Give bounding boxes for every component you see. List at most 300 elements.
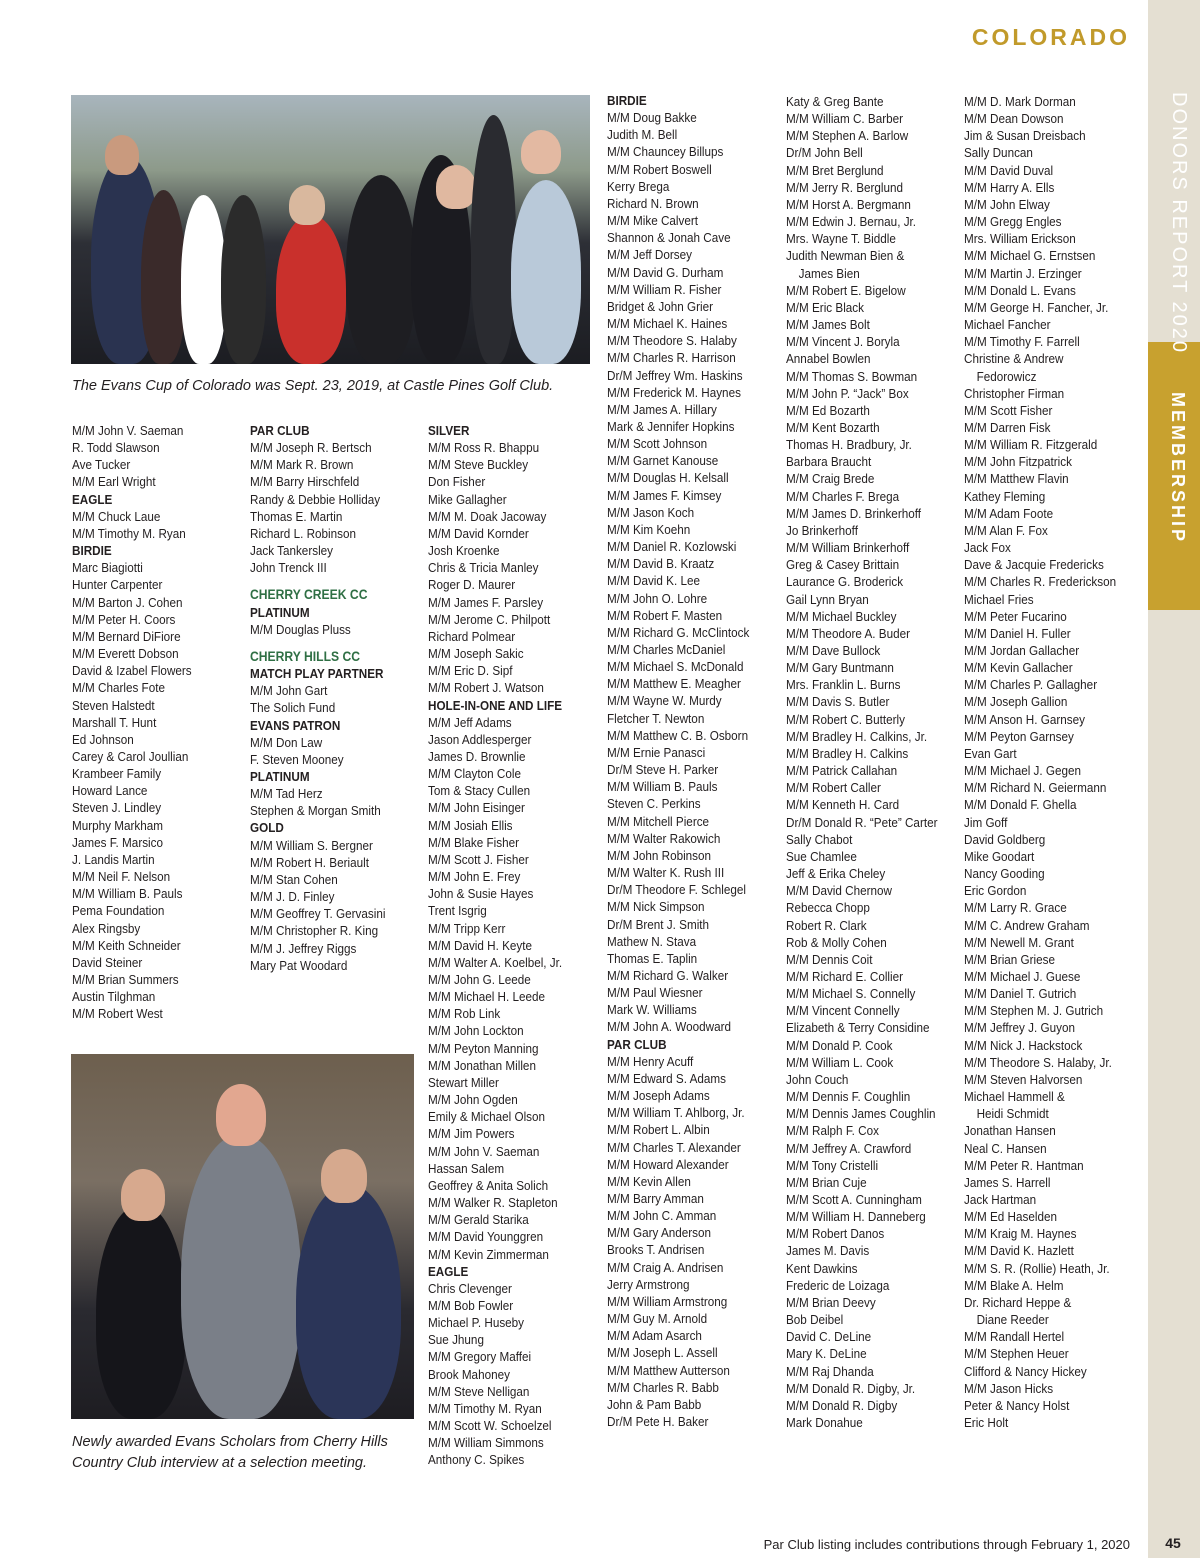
donor-name: M/M Geoffrey T. Gervasini	[250, 906, 386, 922]
donor-name: M/M Michael Buckley	[786, 608, 897, 624]
donor-name: M/M Frederick M. Haynes	[607, 384, 741, 400]
donor-name: M/M Kraig M. Haynes	[964, 1226, 1077, 1242]
donor-name: Mrs. Wayne T. Biddle	[786, 231, 896, 247]
donor-name: Stephen & Morgan Smith	[250, 803, 381, 819]
donor-name: M/M Michael K. Haines	[607, 316, 728, 332]
state-heading: COLORADO	[971, 24, 1130, 50]
giving-level-heading: PAR CLUB	[607, 1036, 667, 1052]
donor-name: Judith M. Bell	[607, 127, 678, 143]
donor-name: M/M Doug Bakke	[607, 110, 697, 126]
donor-name: M/M S. R. (Rollie) Heath, Jr.	[964, 1260, 1110, 1276]
donor-name: M/M James A. Hillary	[607, 401, 717, 417]
donor-name: M/M Gary Buntmann	[786, 660, 894, 676]
donor-name: M/M Newell M. Grant	[964, 934, 1074, 950]
donor-column-1	[72, 422, 250, 1022]
donor-name: M/M Jeffrey J. Guyon	[964, 1020, 1075, 1036]
donor-name: Mark W. Williams	[607, 1002, 697, 1018]
donor-name: M/M Jason Hicks	[964, 1380, 1054, 1396]
donor-name: Christopher Firman	[964, 385, 1065, 401]
donor-name: M/M Walter K. Rush III	[607, 865, 725, 881]
donor-name: M/M David Younggren	[428, 1229, 544, 1245]
donor-name: Dr/M Donald R. “Pete” Carter	[786, 814, 938, 830]
donor-name: M/M Matthew Autterson	[607, 1362, 730, 1378]
donor-name: Roger D. Maurer	[428, 577, 516, 593]
donor-name: M/M Scott Johnson	[607, 436, 708, 452]
donor-name: Diane Reeder	[976, 1312, 1049, 1328]
donor-name: Steven Halstedt	[72, 697, 155, 713]
donor-name: Michael Fancher	[964, 317, 1051, 333]
donor-name: Jonathan Hansen	[964, 1123, 1056, 1139]
donor-name: M/M John Robinson	[607, 847, 712, 863]
donor-name: Bridget & John Grier	[607, 298, 714, 314]
donor-name: Mrs. Franklin L. Burns	[786, 677, 901, 693]
giving-level-heading: BIRDIE	[607, 93, 647, 108]
giving-level-heading: BIRDIE	[72, 543, 112, 559]
donor-name: M/M Donald R. Digby	[786, 1397, 898, 1413]
donor-name: M/M James D. Brinkerhoff	[786, 505, 922, 521]
donor-name: Dr/M Pete H. Baker	[607, 1414, 709, 1430]
donor-name: Jason Addlesperger	[428, 731, 532, 747]
giving-level-heading: EAGLE	[428, 1263, 469, 1279]
donor-name: M/M Jordan Gallacher	[964, 643, 1080, 658]
donor-name: M/M David K. Hazlett	[964, 1243, 1074, 1259]
donor-name: M/M Steve Nelligan	[428, 1383, 530, 1399]
donor-name: M/M Nick J. Hackstock	[964, 1037, 1083, 1053]
donor-name: M/M David Duval	[964, 162, 1054, 178]
donor-name: M/M C. Andrew Graham	[964, 917, 1090, 933]
donor-name: M/M Paul Wiesner	[607, 985, 703, 1001]
donor-name: M/M Thomas S. Bowman	[786, 368, 918, 384]
donor-name: M/M Christopher R. King	[250, 923, 379, 939]
donor-name: Clifford & Nancy Hickey	[964, 1363, 1087, 1379]
donor-name: M/M Eric Black	[786, 299, 865, 315]
donor-name: M/M Darren Fisk	[964, 419, 1051, 435]
donor-name: Richard N. Brown	[607, 195, 699, 211]
donor-name: M/M Adam Asarch	[607, 1328, 702, 1344]
donor-name: M/M Ed Bozarth	[786, 402, 870, 418]
donor-name: M/M Gregory Maffei	[428, 1349, 532, 1365]
donor-name: M/M John C. Amman	[607, 1208, 717, 1224]
donor-name: M/M Donald P. Cook	[786, 1037, 893, 1053]
donor-name: M/M Bernard DiFiore	[72, 628, 181, 644]
donor-name: Pema Foundation	[72, 903, 165, 919]
donor-name: M/M Bob Fowler	[428, 1297, 514, 1313]
donor-name: M/M Barton J. Cohen	[72, 594, 183, 610]
donor-name: M/M Joseph Sakic	[428, 646, 524, 662]
donor-name: Barbara Braucht	[786, 454, 872, 470]
donor-name: Hassan Salem	[428, 1160, 505, 1176]
donor-name: Ave Tucker	[72, 457, 131, 473]
donor-name: M/M Bradley H. Calkins, Jr.	[786, 728, 928, 744]
donor-name: M/M Brian Summers	[72, 972, 179, 987]
donor-name: M/M Robert H. Beriault	[250, 854, 369, 870]
donor-name: Kerry Brega	[607, 178, 670, 194]
donor-name: M/M Earl Wright	[72, 474, 156, 490]
donor-name: James S. Harrell	[964, 1174, 1051, 1190]
giving-level-heading: GOLD	[250, 820, 284, 836]
donor-name: Sue Chamlee	[786, 848, 857, 864]
donor-name: M/M Scott J. Fisher	[428, 851, 529, 867]
donor-name: M/M Barry Amman	[607, 1191, 704, 1206]
donor-column-4	[607, 92, 785, 1430]
donor-name: Trent Isgrig	[428, 903, 487, 919]
donor-name: M/M Blake A. Helm	[964, 1277, 1064, 1293]
donor-name: M/M Vincent Connelly	[786, 1003, 900, 1019]
donor-name: M/M Brian Griese	[964, 951, 1056, 967]
donor-name: David Steiner	[72, 954, 143, 970]
donor-name: Jack Hartman	[964, 1192, 1037, 1207]
donor-name: M/M Robert Caller	[786, 780, 881, 796]
donor-name: M/M Richard G. Walker	[607, 967, 729, 983]
donor-name: M/M Walter A. Koelbel, Jr.	[428, 954, 563, 970]
donor-name: M/M James Bolt	[786, 317, 870, 333]
donor-name: M/M John E. Frey	[428, 869, 521, 885]
donor-name: M/M J. Jeffrey Riggs	[250, 940, 357, 956]
donor-name: M/M George H. Fancher, Jr.	[964, 299, 1109, 315]
donor-name: M/M Mitchell Pierce	[607, 813, 710, 829]
donor-name: M/M Everett Dobson	[72, 646, 179, 662]
donor-name: M/M William C. Barber	[786, 111, 904, 127]
donor-name: M/M Scott W. Schoelzel	[428, 1418, 552, 1434]
donor-name: Anthony C. Spikes	[428, 1452, 525, 1468]
donor-name: Howard Lance	[72, 783, 148, 799]
donor-name: M/M John V. Saeman	[428, 1143, 540, 1159]
donor-name: M/M John Ogden	[428, 1092, 518, 1108]
donor-name: M/M Charles R. Harrison	[607, 350, 736, 366]
donor-name: M/M Robert J. Watson	[428, 680, 544, 696]
donor-name: Shannon & Jonah Cave	[607, 230, 731, 246]
donor-name: M/M Davis S. Butler	[786, 694, 890, 710]
donor-name: M/M Jim Powers	[428, 1126, 515, 1142]
donor-name: Thomas H. Bradbury, Jr.	[786, 437, 912, 453]
donor-name: Michael Fries	[964, 591, 1034, 607]
donor-name: Kathey Fleming	[964, 488, 1046, 504]
donor-column-2	[250, 422, 428, 974]
donor-name: M/M Timothy F. Farrell	[964, 334, 1080, 350]
donor-name: Steven J. Lindley	[72, 800, 162, 816]
donor-name: Evan Gart	[964, 745, 1017, 761]
donor-name: Thomas E. Martin	[250, 508, 343, 524]
donor-name: M/M Michael J. Gegen	[964, 763, 1082, 779]
donor-name: Carey & Carol Joullian	[72, 748, 189, 764]
donor-name: Chris & Tricia Manley	[428, 560, 539, 576]
donor-name: M/M Clayton Cole	[428, 766, 521, 782]
donor-name: M/M William R. Fisher	[607, 281, 722, 297]
donor-name: The Solich Fund	[250, 700, 336, 716]
donor-name: Katy & Greg Bante	[786, 94, 884, 109]
donor-name: Brook Mahoney	[428, 1366, 510, 1382]
donor-name: M/M Joseph Adams	[607, 1088, 710, 1104]
donor-name: Emily & Michael Olson	[428, 1109, 546, 1125]
donor-name: M/M Michael S. Connelly	[786, 986, 916, 1002]
donor-name: Greg & Casey Brittain	[786, 557, 900, 573]
donor-name: M/M Daniel T. Gutrich	[964, 986, 1077, 1002]
donor-name: M/M Bret Berglund	[786, 162, 884, 178]
donor-name: Dave & Jacquie Fredericks	[964, 557, 1104, 573]
donor-name: Peter & Nancy Holst	[964, 1397, 1070, 1413]
giving-level-heading: PLATINUM	[250, 604, 310, 620]
donor-name: M/M Nick Simpson	[607, 899, 705, 915]
donor-name: M/M Dave Bullock	[786, 643, 881, 658]
donor-name: Jeff & Erika Cheley	[786, 866, 886, 882]
donor-name: M/M William B. Pauls	[607, 779, 718, 795]
cherry-hills-scholars-photo	[71, 1054, 414, 1419]
donor-name: M/M Jason Koch	[607, 504, 695, 520]
donor-name: M/M Peter H. Coors	[72, 611, 176, 627]
donor-name: M/M Blake Fisher	[428, 834, 520, 850]
donor-name: M/M John Elway	[964, 196, 1050, 212]
donor-name: M/M Vincent J. Boryla	[786, 334, 900, 350]
donor-name: Dr/M Theodore F. Schlegel	[607, 882, 746, 898]
donor-name: M/M Charles McDaniel	[607, 642, 726, 657]
donor-name: Mark Donahue	[786, 1415, 863, 1431]
donor-name: M/M William Simmons	[428, 1435, 544, 1451]
donor-name: Marc Biagiotti	[72, 560, 143, 576]
donor-name: John Trenck III	[250, 560, 327, 576]
donor-name: M/M Timothy M. Ryan	[72, 525, 186, 541]
donor-name: F. Steven Mooney	[250, 751, 344, 767]
donor-name: M/M Tripp Kerr	[428, 920, 506, 936]
donor-name: Jack Tankersley	[250, 543, 334, 559]
donor-name: M/M Robert C. Butterly	[786, 711, 905, 727]
donor-name: Mark & Jennifer Hopkins	[607, 418, 735, 434]
donor-name: Fedorowicz	[976, 368, 1037, 384]
donor-name: M/M Mark R. Brown	[250, 457, 354, 473]
donor-name: M/M Robert E. Bigelow	[786, 282, 906, 298]
donor-name: M/M John Fitzpatrick	[964, 454, 1072, 470]
donor-name: M/M Tad Herz	[250, 786, 323, 802]
donor-name: Brooks T. Andrisen	[607, 1242, 705, 1258]
donor-name: M/M Peyton Manning	[428, 1040, 539, 1056]
donor-name: M/M Harry A. Ells	[964, 179, 1055, 195]
donor-name: Thomas E. Taplin	[607, 950, 698, 966]
donor-name: M/M M. Doak Jacoway	[428, 508, 547, 524]
donor-name: M/M Theodore S. Halaby, Jr.	[964, 1054, 1112, 1070]
donor-name: Judith Newman Bien &	[786, 248, 905, 264]
donor-name: M/M Peter R. Hantman	[964, 1157, 1084, 1173]
donor-name: Steven C. Perkins	[607, 796, 701, 812]
donor-name: M/M Stephen M. J. Gutrich	[964, 1003, 1104, 1019]
donor-name: M/M Kevin Allen	[607, 1173, 691, 1189]
donor-column-5	[786, 93, 964, 1431]
membership-section-label: MEMBERSHIP	[1168, 392, 1188, 545]
donor-name: M/M Randall Hertel	[964, 1329, 1065, 1345]
donor-name: M/M Craig A. Andrisen	[607, 1259, 724, 1275]
donor-name: Jerry Armstrong	[607, 1276, 690, 1292]
donor-name: M/M Kevin Zimmerman	[428, 1246, 549, 1262]
donor-name: Kent Dawkins	[786, 1260, 858, 1276]
donor-name: Laurance G. Broderick	[786, 574, 904, 590]
donor-name: M/M Barry Hirschfeld	[250, 474, 360, 490]
donor-name: M/M Donald F. Ghella	[964, 797, 1077, 813]
donor-name: John & Susie Hayes	[428, 886, 534, 902]
donor-name: John Couch	[786, 1071, 849, 1087]
donor-name: Geoffrey & Anita Solich	[428, 1177, 549, 1193]
donor-name: David C. DeLine	[786, 1329, 872, 1345]
donor-name: Krambeer Family	[72, 766, 162, 782]
donor-name: Eric Gordon	[964, 883, 1027, 899]
donor-name: M/M Dennis Coit	[786, 951, 873, 967]
donor-name: M/M Stephen Heuer	[964, 1346, 1069, 1362]
sidebar-bottom-band	[1148, 610, 1200, 1558]
donor-name: M/M Scott Fisher	[964, 402, 1053, 418]
donor-name: M/M Walker R. Stapleton	[428, 1195, 558, 1211]
donor-name: M/M Michael J. Guese	[964, 968, 1081, 984]
donor-name: M/M Timothy M. Ryan	[428, 1400, 542, 1416]
donor-name: Sally Duncan	[964, 145, 1033, 161]
donor-column-3	[428, 422, 606, 1469]
photo2-caption: Newly awarded Evans Scholars from Cherry Hills Country Club interview at a selection meeting.	[72, 1434, 388, 1471]
donor-name: Marshall T. Hunt	[72, 714, 157, 730]
giving-level-heading: EAGLE	[72, 491, 113, 507]
donor-name: M/M John G. Leede	[428, 972, 531, 987]
donor-name: M/M William H. Danneberg	[786, 1209, 926, 1225]
donor-name: Annabel Bowlen	[786, 351, 871, 367]
donor-name: Sally Chabot	[786, 831, 853, 847]
donor-name: Dr/M Brent J. Smith	[607, 916, 710, 932]
giving-level-heading: PLATINUM	[250, 768, 310, 784]
donor-name: J. Landis Martin	[72, 851, 155, 867]
donor-name: M/M Wayne W. Murdy	[607, 693, 722, 709]
donor-name: Bob Deibel	[786, 1312, 844, 1328]
donor-name: M/M J. D. Finley	[250, 889, 335, 905]
donor-name: Dr/M Steve H. Parker	[607, 762, 719, 778]
donor-name: Gail Lynn Bryan	[786, 591, 869, 607]
donor-name: M/M Jeffrey A. Crawford	[786, 1140, 912, 1156]
donor-name: Christine & Andrew	[964, 351, 1064, 367]
donor-name: Robert R. Clark	[786, 917, 867, 933]
donor-name: M/M Richard E. Collier	[786, 968, 904, 984]
donor-name: Josh Kroenke	[428, 543, 500, 559]
donor-name: M/M Howard Alexander	[607, 1156, 729, 1172]
donor-name: M/M Matthew C. B. Osborn	[607, 727, 749, 743]
donor-name: M/M Douglas H. Kelsall	[607, 470, 729, 486]
donor-name: Elizabeth & Terry Considine	[786, 1020, 930, 1036]
donor-name: David Goldberg	[964, 831, 1046, 847]
donor-name: M/M Jerry R. Berglund	[786, 179, 904, 195]
donor-name: M/M Neil F. Nelson	[72, 869, 171, 885]
donor-name: M/M D. Mark Dorman	[964, 94, 1076, 109]
donor-column-6	[964, 93, 1142, 1431]
donor-name: M/M Alan F. Fox	[964, 522, 1048, 538]
donor-name: M/M David H. Keyte	[428, 937, 533, 953]
donor-name: M/M Gregg Engles	[964, 214, 1062, 230]
donor-name: M/M Dennis James Coughlin	[786, 1106, 936, 1122]
donor-name: Richard Polmear	[428, 628, 516, 644]
donor-name: M/M Jeff Dorsey	[607, 247, 692, 263]
donor-name: M/M Dean Dowson	[964, 111, 1064, 127]
donor-name: Mike Goodart	[964, 848, 1035, 864]
donor-name: Nancy Gooding	[964, 866, 1045, 882]
donor-name: M/M Jeff Adams	[428, 714, 512, 730]
donor-name: M/M Ralph F. Cox	[786, 1123, 879, 1139]
donor-name: M/M Chuck Laue	[72, 508, 161, 524]
club-heading: CHERRY CREEK CC	[250, 587, 368, 603]
donor-name: M/M Jonathan Millen	[428, 1057, 536, 1073]
donor-name: M/M Joseph Gallion	[964, 694, 1068, 710]
donor-name: M/M Kim Koehn	[607, 521, 691, 537]
donor-name: Stewart Miller	[428, 1074, 499, 1090]
donor-name: Hunter Carpenter	[72, 577, 163, 593]
donor-name: Mary K. DeLine	[786, 1346, 867, 1362]
donor-name: Dr/M Jeffrey Wm. Haskins	[607, 367, 743, 383]
donor-name: M/M Don Law	[250, 734, 323, 750]
donor-name: M/M Craig Brede	[786, 471, 875, 487]
donor-name: M/M Garnet Kanouse	[607, 453, 719, 469]
donor-name: Jim Goff	[964, 814, 1008, 830]
donor-name: M/M Steven Halvorsen	[964, 1071, 1083, 1087]
donor-name: M/M Horst A. Bergmann	[786, 196, 911, 212]
page-number: 45	[1165, 1535, 1181, 1551]
giving-level-heading: HOLE-IN-ONE AND LIFE	[428, 697, 563, 713]
donor-name: M/M Robert Boswell	[607, 161, 712, 177]
donor-name: Richard L. Robinson	[250, 525, 357, 541]
donor-name: M/M Robert L. Albin	[607, 1122, 710, 1138]
donor-name: M/M William T. Ahlborg, Jr.	[607, 1105, 745, 1121]
giving-level-heading: SILVER	[428, 423, 470, 438]
donor-name: M/M Patrick Callahan	[786, 763, 898, 779]
donor-name: M/M Edward S. Adams	[607, 1070, 726, 1086]
donor-name: M/M Donald L. Evans	[964, 282, 1076, 298]
donor-name: M/M Charles T. Alexander	[607, 1139, 741, 1155]
donor-name: James D. Brownlie	[428, 748, 526, 764]
donor-name: M/M Joseph R. Bertsch	[250, 440, 372, 456]
donor-name: M/M David B. Kraatz	[607, 556, 715, 572]
donor-name: Jack Fox	[964, 540, 1011, 556]
donor-name: M/M Donald R. Digby, Jr.	[786, 1380, 916, 1396]
donor-name: M/M John P. “Jack” Box	[786, 385, 909, 401]
donor-name: M/M Peyton Garnsey	[964, 728, 1074, 744]
donor-name: Chris Clevenger	[428, 1280, 512, 1296]
donor-name: Mathew N. Stava	[607, 933, 697, 949]
donor-name: M/M Matthew Flavin	[964, 471, 1069, 487]
donor-name: M/M John Gart	[250, 683, 328, 699]
evans-cup-group-photo	[71, 95, 590, 364]
donor-name: M/M Josiah Ellis	[428, 817, 513, 833]
donor-name: M/M Theodore S. Halaby	[607, 333, 737, 349]
donor-name: M/M Ed Haselden	[964, 1209, 1057, 1225]
donor-name: M/M Jerome C. Philpott	[428, 611, 551, 627]
donor-name: Rob & Molly Cohen	[786, 934, 887, 950]
donor-name: M/M John V. Saeman	[72, 423, 184, 438]
giving-level-heading: EVANS PATRON	[250, 717, 341, 733]
donor-name: James Bien	[798, 265, 860, 281]
donor-name: James F. Marsico	[72, 834, 164, 850]
donor-name: M/M Charles Fote	[72, 680, 165, 696]
donor-name: M/M Robert F. Masten	[607, 607, 723, 623]
donor-name: M/M James F. Kimsey	[607, 487, 722, 503]
donor-name: Murphy Markham	[72, 817, 164, 833]
donor-name: M/M David G. Durham	[607, 264, 724, 280]
donor-name: M/M Martin J. Erzinger	[964, 265, 1082, 281]
donor-name: M/M Robert Danos	[786, 1226, 885, 1242]
donor-name: Michael P. Huseby	[428, 1315, 525, 1331]
donor-name: M/M Brian Cuje	[786, 1174, 867, 1190]
donor-name: M/M Kent Bozarth	[786, 419, 880, 435]
donor-name: M/M Edwin J. Bernau, Jr.	[786, 214, 917, 230]
donor-name: M/M William L. Cook	[786, 1054, 894, 1070]
donor-name: M/M John A. Woodward	[607, 1019, 731, 1035]
photo1-caption: The Evans Cup of Colorado was Sept. 23, 2019, at Castle Pines Golf Club.	[72, 378, 554, 394]
donor-name: M/M William R. Fitzgerald	[964, 437, 1098, 453]
donor-name: M/M David Chernow	[786, 883, 892, 899]
donor-name: M/M Bradley H. Calkins	[786, 745, 909, 761]
donor-name: M/M Joseph L. Assell	[607, 1345, 718, 1361]
donor-name: M/M Gary Anderson	[607, 1225, 712, 1241]
donor-name: M/M Ernie Panasci	[607, 744, 706, 760]
donor-name: M/M Michael G. Ernstsen	[964, 248, 1096, 264]
donor-name: M/M Rob Link	[428, 1006, 501, 1022]
